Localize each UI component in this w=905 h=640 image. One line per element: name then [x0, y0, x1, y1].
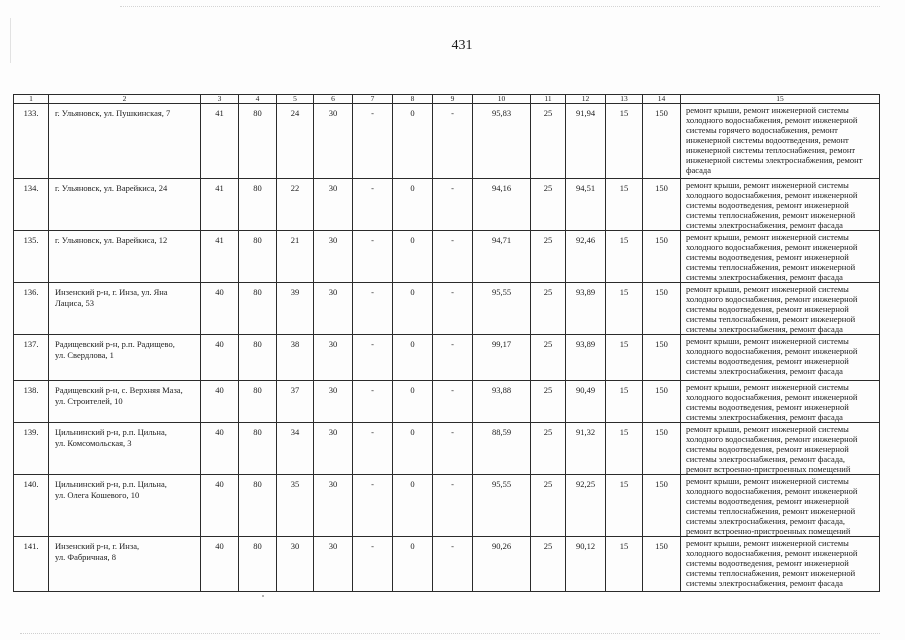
header-cell: 12: [566, 95, 606, 104]
address-line: Радищевский р-н, с. Верхняя Маза,: [55, 385, 183, 395]
value-cell: -: [433, 537, 473, 592]
value-cell: 90,49: [566, 381, 606, 423]
table-row: [14, 231, 880, 283]
value-cell: 25: [531, 381, 566, 423]
header-cell: 10: [473, 95, 531, 104]
value-cell: 15: [606, 335, 643, 381]
address-line: Цильнинский р-н, р.п. Цильна,: [55, 479, 167, 489]
works-line: фасада: [686, 165, 712, 175]
value-cell: -: [353, 537, 393, 592]
works-line: системы водоотведения, ремонт инженерной: [686, 356, 849, 366]
works-line: системы теплоснабжения, ремонт инженерной: [686, 210, 856, 220]
value-cell: 91,32: [566, 423, 606, 475]
row-number-cell: 140.: [14, 475, 49, 537]
works-line: системы водоотведения, ремонт инженерной: [686, 558, 849, 568]
address-cell: [49, 537, 201, 592]
value-cell: 30: [314, 423, 353, 475]
value-cell: -: [353, 335, 393, 381]
value-cell: -: [433, 283, 473, 335]
row-number-cell: 133.: [14, 104, 49, 179]
works-line: холодного водоснабжения, ремонт инженерной: [686, 294, 858, 304]
table-row: [14, 179, 880, 231]
value-cell: -: [433, 335, 473, 381]
value-cell: 94,16: [473, 179, 531, 231]
table-body: [14, 95, 880, 592]
value-cell: -: [433, 381, 473, 423]
value-cell: 15: [606, 231, 643, 283]
value-cell: 0: [393, 475, 433, 537]
value-cell: 22: [277, 179, 314, 231]
value-cell: 93,89: [566, 283, 606, 335]
value-cell: 40: [201, 423, 239, 475]
value-cell: 34: [277, 423, 314, 475]
value-cell: 30: [314, 104, 353, 179]
header-cell: 13: [606, 95, 643, 104]
value-cell: 38: [277, 335, 314, 381]
address-line: Инзенский р-н, г. Инза, ул. Яна: [55, 287, 168, 297]
works-line: системы горячего водоснабжения, ремонт: [686, 125, 838, 135]
works-line: системы электроснабжения, ремонт фасада,: [686, 516, 846, 526]
header-cell: 14: [643, 95, 681, 104]
works-cell: [681, 423, 880, 475]
works-cell: [681, 381, 880, 423]
works-line: системы электроснабжения, ремонт фасада: [686, 366, 843, 376]
address-line: г. Ульяновск, ул. Варейкиса, 12: [55, 235, 168, 245]
value-cell: 94,71: [473, 231, 531, 283]
works-line: системы теплоснабжения, ремонт инженерной: [686, 262, 856, 272]
address-line: ул. Олега Кошевого, 10: [55, 490, 140, 500]
value-cell: 80: [239, 179, 277, 231]
value-cell: 99,17: [473, 335, 531, 381]
value-cell: 39: [277, 283, 314, 335]
works-line: системы водоотведения, ремонт инженерной: [686, 496, 849, 506]
value-cell: 80: [239, 381, 277, 423]
value-cell: -: [353, 475, 393, 537]
value-cell: 30: [314, 537, 353, 592]
value-cell: 25: [531, 231, 566, 283]
value-cell: 30: [314, 283, 353, 335]
page-number: 431: [451, 38, 473, 53]
address-line: Радищевский р-н, р.п. Радищево,: [55, 339, 175, 349]
value-cell: 15: [606, 537, 643, 592]
works-line: холодного водоснабжения, ремонт инженерной: [686, 115, 858, 125]
works-cell: [681, 283, 880, 335]
value-cell: 93,88: [473, 381, 531, 423]
works-cell: [681, 104, 880, 179]
works-line: ремонт крыши, ремонт инженерной системы: [686, 284, 849, 294]
value-cell: 92,25: [566, 475, 606, 537]
address-cell: [49, 231, 201, 283]
row-number-cell: 136.: [14, 283, 49, 335]
address-line: ул. Строителей, 10: [55, 396, 123, 406]
works-line: ремонт крыши, ремонт инженерной системы: [686, 424, 849, 434]
value-cell: 25: [531, 475, 566, 537]
works-line: холодного водоснабжения, ремонт инженерной: [686, 190, 858, 200]
address-line: Лациса, 53: [55, 298, 95, 308]
value-cell: 80: [239, 475, 277, 537]
value-cell: 80: [239, 104, 277, 179]
row-number-cell: 137.: [14, 335, 49, 381]
works-line: системы электроснабжения, ремонт фасада: [686, 220, 843, 230]
value-cell: 0: [393, 537, 433, 592]
value-cell: 80: [239, 283, 277, 335]
table-row: [14, 423, 880, 475]
value-cell: 40: [201, 335, 239, 381]
row-number-cell: 139.: [14, 423, 49, 475]
header-cell: 11: [531, 95, 566, 104]
works-line: системы электроснабжения, ремонт фасада: [686, 272, 843, 282]
value-cell: 0: [393, 283, 433, 335]
address-cell: [49, 283, 201, 335]
row-number-cell: 138.: [14, 381, 49, 423]
address-cell: [49, 179, 201, 231]
works-line: ремонт крыши, ремонт инженерной системы: [686, 476, 849, 486]
value-cell: 25: [531, 537, 566, 592]
works-line: ремонт крыши, ремонт инженерной системы: [686, 538, 849, 548]
works-line: системы водоотведения, ремонт инженерной: [686, 200, 849, 210]
address-line: ул. Комсомольская, 3: [55, 438, 132, 448]
value-cell: 0: [393, 179, 433, 231]
header-cell: 2: [49, 95, 201, 104]
works-line: ремонт встроенно-пристроенных помещений: [686, 526, 851, 536]
works-line: холодного водоснабжения, ремонт инженерной: [686, 392, 858, 402]
value-cell: 41: [201, 179, 239, 231]
works-line: ремонт крыши, ремонт инженерной системы: [686, 336, 849, 346]
value-cell: 91,94: [566, 104, 606, 179]
value-cell: 15: [606, 283, 643, 335]
value-cell: -: [433, 423, 473, 475]
works-line: холодного водоснабжения, ремонт инженерной: [686, 346, 858, 356]
address-line: Инзенский р-н, г. Инза,: [55, 541, 140, 551]
table-row: [14, 537, 880, 592]
value-cell: 0: [393, 335, 433, 381]
value-cell: 15: [606, 475, 643, 537]
value-cell: 25: [531, 423, 566, 475]
value-cell: 80: [239, 423, 277, 475]
value-cell: 150: [643, 475, 681, 537]
value-cell: 80: [239, 537, 277, 592]
value-cell: 40: [201, 381, 239, 423]
address-cell: [49, 423, 201, 475]
value-cell: 15: [606, 179, 643, 231]
value-cell: 90,12: [566, 537, 606, 592]
value-cell: 94,51: [566, 179, 606, 231]
value-cell: -: [433, 475, 473, 537]
value-cell: 150: [643, 231, 681, 283]
works-cell: [681, 537, 880, 592]
address-line: ул. Свердлова, 1: [55, 350, 114, 360]
value-cell: 92,46: [566, 231, 606, 283]
value-cell: 150: [643, 104, 681, 179]
value-cell: 35: [277, 475, 314, 537]
value-cell: -: [353, 104, 393, 179]
value-cell: 30: [314, 381, 353, 423]
table-row: [14, 104, 880, 179]
table-row: [14, 283, 880, 335]
header-cell: 6: [314, 95, 353, 104]
row-number-cell: 134.: [14, 179, 49, 231]
value-cell: 30: [314, 335, 353, 381]
value-cell: 21: [277, 231, 314, 283]
value-cell: 150: [643, 537, 681, 592]
works-line: ремонт крыши, ремонт инженерной системы: [686, 180, 849, 190]
header-cell: 4: [239, 95, 277, 104]
header-cell: 3: [201, 95, 239, 104]
value-cell: -: [433, 231, 473, 283]
works-line: ремонт крыши, ремонт инженерной системы: [686, 232, 849, 242]
value-cell: 15: [606, 423, 643, 475]
works-line: системы водоотведения, ремонт инженерной: [686, 304, 849, 314]
works-line: холодного водоснабжения, ремонт инженерной: [686, 434, 858, 444]
value-cell: -: [433, 179, 473, 231]
works-cell: [681, 335, 880, 381]
value-cell: 15: [606, 104, 643, 179]
value-cell: 90,26: [473, 537, 531, 592]
value-cell: 150: [643, 283, 681, 335]
value-cell: 80: [239, 335, 277, 381]
value-cell: 0: [393, 423, 433, 475]
value-cell: 24: [277, 104, 314, 179]
value-cell: 15: [606, 381, 643, 423]
value-cell: 80: [239, 231, 277, 283]
value-cell: -: [353, 179, 393, 231]
value-cell: 95,55: [473, 283, 531, 335]
works-line: инженерной системы электроснабжения, ремонт: [686, 155, 863, 165]
works-line: системы электроснабжения, ремонт фасада: [686, 578, 843, 588]
value-cell: 30: [314, 179, 353, 231]
works-line: системы электроснабжения, ремонт фасада: [686, 324, 843, 334]
value-cell: 41: [201, 231, 239, 283]
works-line: холодного водоснабжения, ремонт инженерной: [686, 548, 858, 558]
works-line: системы водоотведения, ремонт инженерной: [686, 444, 849, 454]
header-cell: 5: [277, 95, 314, 104]
scan-artifact-top: [120, 6, 880, 7]
value-cell: 0: [393, 104, 433, 179]
value-cell: 40: [201, 475, 239, 537]
header-cell: 8: [393, 95, 433, 104]
works-line: системы водоотведения, ремонт инженерной: [686, 252, 849, 262]
header-cell: 9: [433, 95, 473, 104]
address-line: г. Ульяновск, ул. Варейкиса, 24: [55, 183, 168, 193]
works-line: холодного водоснабжения, ремонт инженерной: [686, 486, 858, 496]
table-row: [14, 381, 880, 423]
address-cell: [49, 381, 201, 423]
value-cell: 30: [314, 475, 353, 537]
value-cell: 41: [201, 104, 239, 179]
works-table: [13, 94, 880, 592]
value-cell: 150: [643, 179, 681, 231]
value-cell: 95,83: [473, 104, 531, 179]
works-line: системы водоотведения, ремонт инженерной: [686, 402, 849, 412]
value-cell: 150: [643, 423, 681, 475]
value-cell: -: [353, 381, 393, 423]
value-cell: -: [353, 283, 393, 335]
works-line: системы теплоснабжения, ремонт инженерной: [686, 506, 856, 516]
header-cell: 1: [14, 95, 49, 104]
works-line: ремонт крыши, ремонт инженерной системы: [686, 105, 849, 115]
value-cell: 95,55: [473, 475, 531, 537]
value-cell: -: [353, 423, 393, 475]
works-cell: [681, 231, 880, 283]
row-number-cell: 135.: [14, 231, 49, 283]
works-line: ремонт крыши, ремонт инженерной системы: [686, 382, 849, 392]
value-cell: 93,89: [566, 335, 606, 381]
works-line: ремонт встроенно-пристроенных помещений: [686, 464, 851, 474]
value-cell: 150: [643, 381, 681, 423]
works-cell: [681, 179, 880, 231]
value-cell: 40: [201, 537, 239, 592]
value-cell: 30: [277, 537, 314, 592]
value-cell: 25: [531, 335, 566, 381]
address-line: г. Ульяновск, ул. Пушкинская, 7: [55, 108, 171, 118]
table-row: [14, 475, 880, 537]
value-cell: 0: [393, 231, 433, 283]
value-cell: 25: [531, 283, 566, 335]
works-line: системы теплоснабжения, ремонт инженерной: [686, 568, 856, 578]
value-cell: -: [433, 104, 473, 179]
works-line: системы электроснабжения, ремонт фасада: [686, 412, 843, 422]
header-cell: 7: [353, 95, 393, 104]
value-cell: 0: [393, 381, 433, 423]
value-cell: 150: [643, 335, 681, 381]
address-cell: [49, 475, 201, 537]
scan-artifact-bottom: [20, 633, 880, 634]
works-line: системы теплоснабжения, ремонт инженерной: [686, 314, 856, 324]
scan-artifact-dot: [262, 595, 264, 597]
works-line: инженерной системы водоотведения, ремонт: [686, 135, 849, 145]
works-cell: [681, 475, 880, 537]
scan-artifact-left: [10, 18, 11, 63]
value-cell: 40: [201, 283, 239, 335]
header-cell: 15: [681, 95, 880, 104]
value-cell: 37: [277, 381, 314, 423]
table-header-row: [14, 95, 880, 104]
value-cell: -: [353, 231, 393, 283]
value-cell: 25: [531, 104, 566, 179]
address-cell: [49, 335, 201, 381]
works-line: инженерной системы теплоснабжения, ремонт: [686, 145, 856, 155]
value-cell: 25: [531, 179, 566, 231]
address-cell: [49, 104, 201, 179]
value-cell: 30: [314, 231, 353, 283]
value-cell: 88,59: [473, 423, 531, 475]
row-number-cell: 141.: [14, 537, 49, 592]
table-row: [14, 335, 880, 381]
works-line: холодного водоснабжения, ремонт инженерной: [686, 242, 858, 252]
works-line: системы электроснабжения, ремонт фасада,: [686, 454, 846, 464]
address-line: ул. Фабричная, 8: [55, 552, 116, 562]
address-line: Цильнинский р-н, р.п. Цильна,: [55, 427, 167, 437]
